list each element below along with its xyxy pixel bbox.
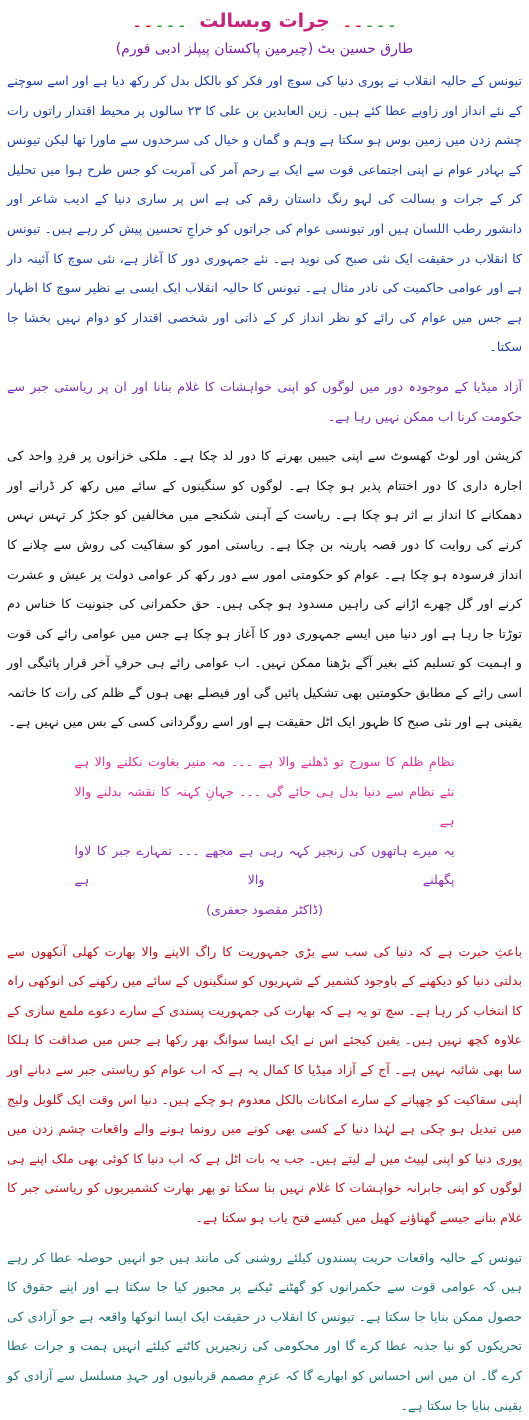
title-ornament-left: ۔۔۔ bbox=[153, 10, 188, 32]
article-title: جرات وبسالت bbox=[199, 10, 330, 32]
paragraph-conclusion: تیونس کے حالیہ واقعات حریت پسندوں کیلئے روشنی کی مانند ہیں جو انہیں حوصلہ عطا کر رہے ہیں کہ عوامی قوت سے حکمرانوں کو گھٹنے ٹیکنے پر مجبور کیا جا سکتا ہے اور اپنے حقوق کا حصول ممکن بنایا جا سکتا ہے۔ تیونس کا انقلاب در حقیقت ایک ایسا انوکھا واقعہ ہے جو آزادی کی تحریکوں کو نیا جذبہ عطا کرے گا اور محکومی کی زنجیریں کاٹنے کیلئے انہیں ہمت و جرات عطا کرے گا۔ ان میں اس احساس کو ابھارے گا کہ عزمِ مصمم قربانیوں اور جہدِ مسلسل سے آزادی کو یقینی بنایا جا سکتا ہے۔ bbox=[7, 1249, 522, 1413]
title-ornament-right: ۔۔۔ bbox=[364, 10, 398, 32]
poem-attribution: (ڈاکٹر مقصود جعفری) bbox=[206, 902, 323, 918]
title-ornament-left-red: ۔۔ bbox=[131, 10, 154, 32]
article bbox=[7, 0, 522, 1420]
article-header bbox=[7, 6, 522, 36]
poem-line: یہ میرے ہاتھوں کی زنجیر کہہ رہی ہے مجھے ۔۔۔ تمہارے جبر کا لاوا پگھلنے والا ہے bbox=[74, 842, 455, 888]
paragraph-intro: تیونس کے حالیہ انقلاب نے پوری دنیا کی سوچ اور فکر کو بالکل بدل کر رکھ دیا ہے اور اسے سوچنے کے نئے انداز اور زاویے عطا کئے ہیں۔ زین العابدین بن علی کا ۲۳ سالوں پر محیط اقتدار راتوں رات چشم زدن میں زمین بوس ہو سکتا ہے وہم و گمان و خیال کی سرحدوں سے ماورا تھا لیکن تیونس کے بہادر عوام نے اپنی اجتماعی قوت سے ایک بے رحم آمر کی آمریت کو جس طرح ہوا میں تحلیل کر کے جرات و بسالت کی لہو رنگ داستان رقم کی ہے اس پر ساری دنیا کے ادیب شاعر اور دانشور رطب اللسان ہیں اور تیونسی عوام کی جراتوں کو خراجِ تحسین پیش کر رہے ہیں۔ تیونس کا انقلاب در حقیقت ایک نئی صبح کی نوید ہے۔ نئے جمہوری دور کا آغاز ہے، نئی سوچ کا آئینہ دار ہے اور عوامی حاکمیت کی نادر مثال ہے۔ تیونس کا حالیہ انقلاب ایک ایسی بے نظیر سوچ کا اظہار ہے جس میں عوام کی رائے کو نظر انداز کر کے ذاتی اور شخصی اقتدار کو دوام نہیں بخشا جا سکتا۔ bbox=[7, 73, 522, 355]
poem-line: نظامِ ظلم کا سورج تو ڈھلنے والا ہے ۔۔۔ مہ منیر بغاوت نکلنے والا ہے bbox=[74, 754, 455, 770]
paragraph-corruption: کرپشن اور لوٹ کھسوٹ سے اپنی جیبیں بھرنے کا دور لد چکا ہے۔ ملکی خزانوں پر فردِ واحد کی اجارہ داری کا دور اختتام پذیر ہو چکا ہے۔ لوگوں کو سنگینوں کے سائے میں رکھ کر ڈرانے اور دھمکانے کا انداز بے اثر ہو چکا ہے۔ ریاست کے آہنی شکنجے میں مخالفین کو جکڑ کر تہس نہس کرنے کی روایت کا دور قصہ پارینہ بن چکا ہے۔ ریاستی امور کو سفاکیت کی روش سے چلانے کا انداز فرسودہ ہو چکا ہے۔ عوام کو حکومتی امور سے دور رکھ کر عوامی دولت پر عیش و عشرت کرنے اور گل چھرے اڑانے کی راہیں مسدود ہو چکی ہیں۔ حق حکمرانی کی جنونیت کا خناس دم توڑتا جا رہا ہے اور دنیا میں ایسے جمہوری دور کا آغاز ہو چکا ہے جس میں عوامی رائے کی قوت و اہمیت کو تسلیم کئے بغیر آگے بڑھنا ممکن نہیں۔ اب عوامی رائے ہی حرفِ آخر قرار پائیگی اور اسی رائے کے مطابق حکومتیں بھی تشکیل پائیں گی اور فیصلے بھی ہوں گے ظلم کی رات کا خاتمہ یقینی ہے اور نئی صبح کا ظہور ایک اٹل حقیقت ہے اور اسے روگردانی کسی کے بس میں نہیں ہے۔ bbox=[7, 448, 522, 730]
poem-line: نئے نظام سے دنیا بدل ہی جائے گی ۔۔۔ جہانِ کہنہ کا نقشہ بدلنے والا ہے bbox=[74, 783, 455, 829]
paragraph-media: آزاد میڈیا کے موجودہ دور میں لوگوں کو اپنی خواہشات کا غلام بنانا اور ان پر ریاستی جبر سے حکومت کرنا اب ممکن نہیں رہا ہے۔ bbox=[7, 378, 522, 424]
author-byline: طارق حسین بٹ (چیرمین پاکستان پیپلز ادبی فورم) bbox=[115, 41, 414, 57]
title-ornament-right-red: ۔۔ bbox=[341, 10, 365, 32]
poem-block bbox=[75, 747, 455, 925]
paragraph-india: باعثِ حیرت ہے کہ دنیا کی سب سے بڑی جمہوریت کا راگ الاپنے والا بھارت کھلی آنکھوں سے بدلتی دنیا کو دیکھنے کے باوجود کشمیر کے شہریوں کو سنگینوں کے سائے میں رکھنے کی انوکھی راہ کا انتخاب کر رہا ہے۔ سچ تو یہ ہے کہ بھارت کی جمہوریت پسندی کے سارے دعوے ملمع سازی کے علاوہ کچھ نہیں ہیں۔ یقین کیجئے اس نے ایک ایسا سوانگ بھر رکھا ہے جس میں صداقت کا ہلکا سا بھی شائبہ نہیں ہے۔ آج کے آزاد میڈیا کا کمال یہ ہے کہ اب عوام کو ریاستی جبر سے دبانے اور اپنی سفاکیت کو چھپانے کے سارے امکانات بالکل معدوم ہو چکے ہیں۔ دنیا اس وقت ایک گلوبل ولیج میں تبدیل ہو چکی ہے لہٰذا دنیا کے کسی بھی کونے میں رونما ہونے والے واقعات چشم زدن میں پوری دنیا کو اپنی لپیٹ میں لے لیتے ہیں۔ جب یہ بات اٹل ہے کہ اب دنیا کا کوئی بھی ملک اپنے ہی لوگوں کو اپنی جابرانہ خواہشات کا غلام نہیں بنا سکتا تو پھر بھارت کشمیریوں کو ریاستی جبر کا غلام بنانے جیسے گھناؤنے کھیل میں کیسے فتح یاب ہو سکتا ہے۔ bbox=[7, 943, 522, 1225]
